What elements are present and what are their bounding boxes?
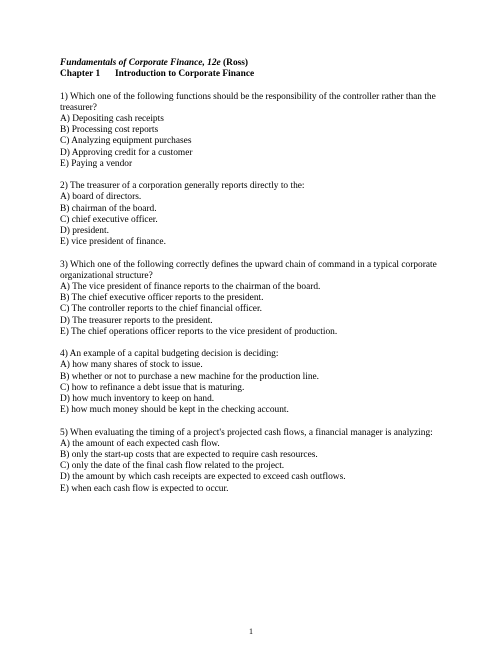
answer-option-b: B) chairman of the board.	[60, 203, 157, 214]
answer-option-d: D) Approving credit for a customer	[60, 147, 193, 158]
question-stem: 2) The treasurer of a corporation generally reports directly to the:	[60, 181, 305, 192]
answer-option-a: A) Depositing cash receipts	[60, 114, 164, 124]
answer-option-e: E) vice president of finance.	[60, 237, 166, 248]
answer-option-c: C) Analyzing equipment purchases	[60, 136, 192, 147]
answer-option-e: E) how much money should be kept in the checking account.	[60, 405, 289, 416]
answer-option-c: C) only the date of the final cash flow related to the project.	[60, 461, 285, 472]
answer-option-c: C) how to refinance a debt issue that is maturing.	[60, 382, 245, 393]
question-stem: 5) When evaluating the timing of a project's projected cash flows, a financial manager is analyzing:	[60, 427, 433, 438]
question-stem: 1) Which one of the following functions should be the responsibility of the controller rather than the treasurer?	[60, 91, 436, 113]
question-4	[60, 349, 460, 416]
answer-option-e: E) The chief operations officer reports to the vice president of production.	[60, 326, 338, 337]
answer-option-a: A) how many shares of stock to issue.	[60, 360, 203, 371]
question-5	[60, 428, 460, 495]
question-3	[60, 260, 460, 338]
answer-option-b: B) only the start-up costs that are expected to require cash resources.	[60, 450, 318, 461]
book-author: (Ross)	[223, 58, 249, 68]
answer-option-c: C) The controller reports to the chief financial officer.	[60, 304, 262, 315]
answer-option-a: A) The vice president of finance reports to the chairman of the board.	[60, 282, 321, 293]
book-title-line	[60, 58, 460, 69]
answer-option-d: D) the amount by which cash receipts are expected to exceed cash outflows.	[60, 472, 346, 483]
question-1	[60, 92, 460, 170]
answer-option-d: D) The treasurer reports to the president.	[60, 315, 213, 326]
answer-option-a: A) board of directors.	[60, 192, 142, 203]
chapter-title: Introduction to Corporate Finance	[115, 69, 255, 80]
question-stem: 4) An example of a capital budgeting decision is deciding:	[60, 349, 279, 360]
answer-option-a: A) the amount of each expected cash flow.	[60, 438, 220, 449]
answer-option-e: E) when each cash flow is expected to occur.	[60, 483, 229, 494]
chapter-heading	[60, 69, 460, 80]
answer-option-c: C) chief executive officer.	[60, 214, 158, 225]
question-stem: 3) Which one of the following correctly defines the upward chain of command in a typical corporate organizational structure?	[60, 259, 437, 281]
answer-option-b: B) The chief executive officer reports to the president.	[60, 293, 264, 304]
answer-option-d: D) how much inventory to keep on hand.	[60, 394, 215, 405]
answer-option-b: B) whether or not to purchase a new machine for the production line.	[60, 371, 320, 382]
page-number: 1	[249, 627, 253, 636]
answer-option-d: D) president.	[60, 226, 109, 237]
question-2	[60, 181, 460, 248]
answer-option-e: E) Paying a vendor	[60, 158, 133, 169]
answer-option-b: B) Processing cost reports	[60, 125, 159, 136]
document-page	[60, 58, 460, 495]
book-title: Fundamentals of Corporate Finance, 12e	[60, 58, 221, 68]
chapter-label: Chapter 1	[60, 69, 101, 80]
